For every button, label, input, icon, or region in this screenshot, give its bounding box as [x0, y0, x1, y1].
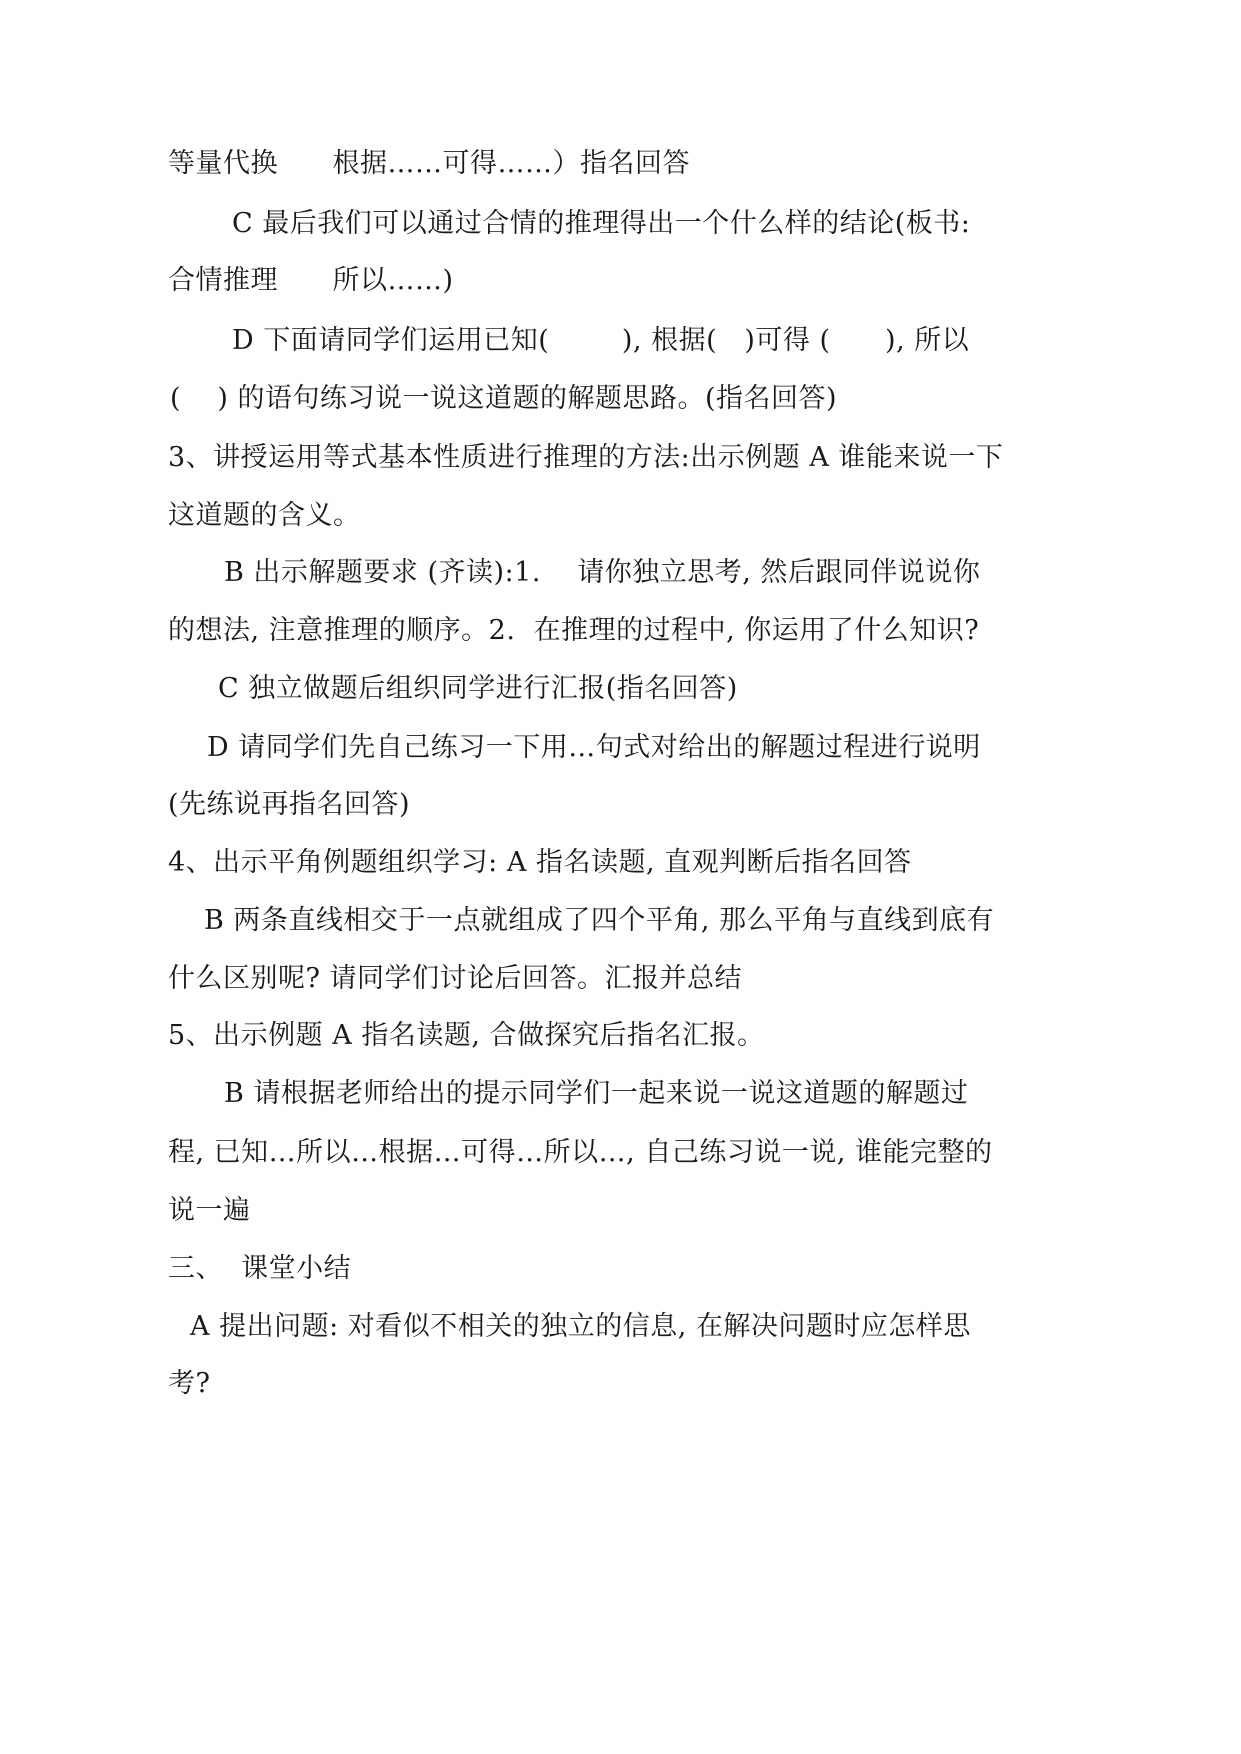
text-line-12: (先练说再指名回答)	[168, 789, 411, 820]
text-line-16: 5、出示例题 A 指名读题, 合做探究后指名汇报。	[168, 1020, 765, 1051]
text-line-9: 的想法, 注意推理的顺序。2. 在推理的过程中, 你运用了什么知识?	[168, 615, 980, 646]
text-line-6: 3、讲授运用等式基本性质进行推理的方法:出示例题 A 谁能来说一下	[168, 442, 1004, 473]
text-line-22: 考?	[168, 1368, 211, 1399]
text-line-10: C 独立做题后组织同学进行汇报(指名回答)	[218, 673, 738, 704]
text-line-4: D 下面请同学们运用已知( ), 根据( )可得 ( ), 所以	[232, 325, 970, 356]
text-line-14: B 两条直线相交于一点就组成了四个平角, 那么平角与直线到底有	[204, 905, 995, 936]
text-line-2: C 最后我们可以通过合情的推理得出一个什么样的结论(板书:	[232, 208, 971, 239]
text-line-21: A 提出问题: 对看似不相关的独立的信息, 在解决问题时应怎样思	[190, 1311, 971, 1342]
text-line-15: 什么区别呢? 请同学们讨论后回答。汇报并总结	[168, 963, 743, 994]
text-line-18: 程, 已知…所以…根据…可得…所以…, 自己练习说一说, 谁能完整的	[168, 1137, 993, 1168]
text-line-8: B 出示解题要求 (齐读):1. 请你独立思考, 然后跟同伴说说你	[224, 557, 981, 588]
text-line-3: 合情推理 所以……)	[168, 265, 454, 296]
text-line-11: D 请同学们先自己练习一下用…句式对给出的解题过程进行说明	[207, 732, 981, 763]
text-line-7: 这道题的含义。	[168, 500, 361, 531]
text-line-5: ( ) 的语句练习说一说这道题的解题思路。(指名回答)	[170, 383, 838, 414]
text-line-19: 说一遍	[168, 1195, 251, 1226]
text-line-13: 4、出示平角例题组织学习: A 指名读题, 直观判断后指名回答	[168, 847, 912, 878]
text-line-17: B 请根据老师给出的提示同学们一起来说一说这道题的解题过	[224, 1078, 969, 1109]
section-heading-summary: 三、 课堂小结	[168, 1253, 352, 1284]
text-line-1: 等量代换 根据……可得……）指名回答	[168, 148, 690, 179]
